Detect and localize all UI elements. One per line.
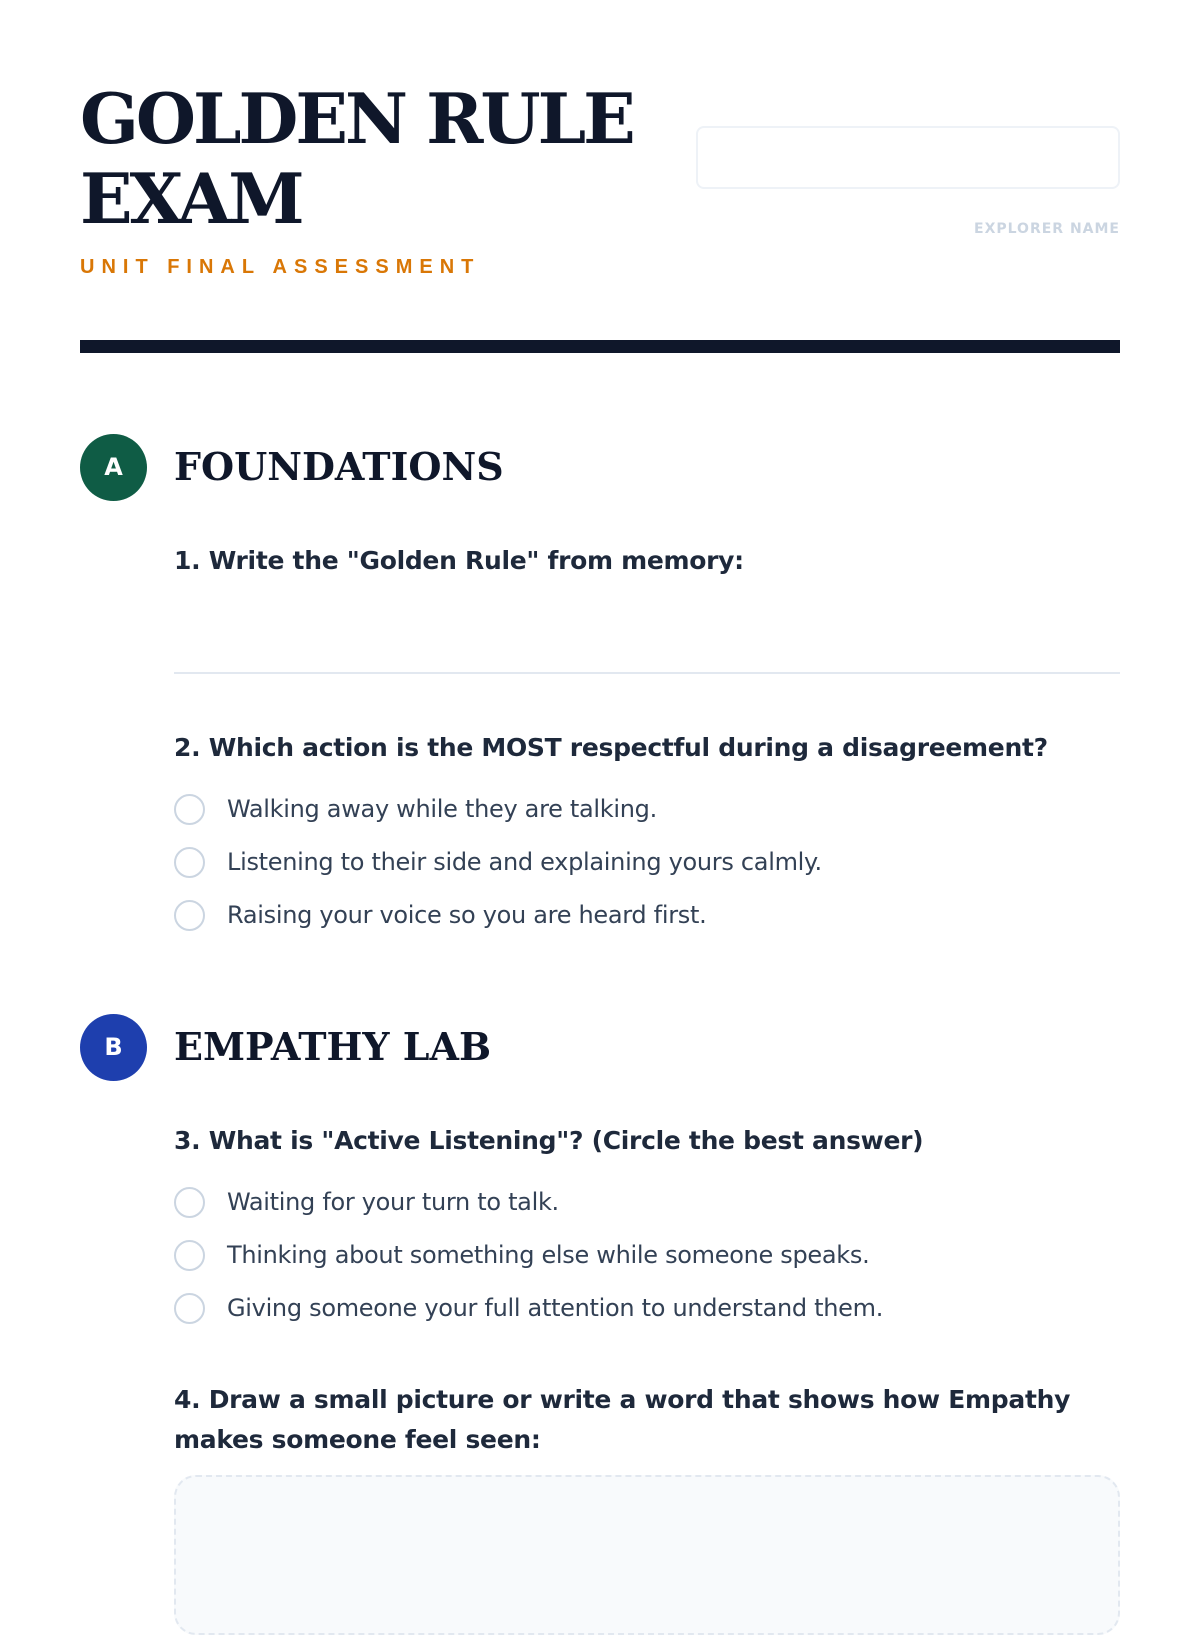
explorer-name-label: EXPLORER NAME — [974, 221, 1120, 237]
section-b-title: EMPATHY LAB — [174, 1024, 492, 1069]
question-3-option[interactable] — [174, 1187, 1120, 1240]
exam-subtitle: UNIT FINAL ASSESSMENT — [80, 256, 481, 278]
question-4-drawing-area[interactable] — [174, 1475, 1120, 1635]
question-2-options — [174, 794, 1120, 953]
question-1-answer-line[interactable] — [174, 672, 1120, 674]
question-2-option[interactable] — [174, 794, 1120, 847]
header-divider — [80, 340, 1120, 353]
exam-page — [80, 0, 1120, 1600]
radio-circle-icon[interactable] — [174, 1187, 205, 1218]
radio-circle-icon[interactable] — [174, 900, 205, 931]
question-3-options — [174, 1187, 1120, 1346]
option-label: Walking away while they are talking. — [227, 795, 657, 823]
radio-circle-icon[interactable] — [174, 794, 205, 825]
question-3-option[interactable] — [174, 1293, 1120, 1346]
explorer-name-field[interactable] — [696, 126, 1120, 189]
option-label: Thinking about something else while someone speaks. — [227, 1241, 870, 1269]
question-3-option[interactable] — [174, 1240, 1120, 1293]
question-2-option[interactable] — [174, 900, 1120, 953]
question-3-prompt: 3. What is "Active Listening"? (Circle the best answer) — [174, 1126, 924, 1155]
question-4-prompt: 4. Draw a small picture or write a word that shows how Empathy makes someone feel seen: — [174, 1385, 1071, 1454]
section-a-title: FOUNDATIONS — [174, 444, 504, 489]
question-2-option[interactable] — [174, 847, 1120, 900]
question-2-prompt: 2. Which action is the MOST respectful during a disagreement? — [174, 733, 1048, 762]
exam-title: GOLDEN RULE EXAM — [80, 79, 633, 240]
radio-circle-icon[interactable] — [174, 1293, 205, 1324]
radio-circle-icon[interactable] — [174, 1240, 205, 1271]
option-label: Raising your voice so you are heard first. — [227, 901, 707, 929]
section-a-badge: A — [80, 434, 147, 501]
question-1-prompt: 1. Write the "Golden Rule" from memory: — [174, 546, 744, 575]
option-label: Waiting for your turn to talk. — [227, 1188, 559, 1216]
option-label: Giving someone your full attention to understand them. — [227, 1294, 884, 1322]
option-label: Listening to their side and explaining yours calmly. — [227, 848, 822, 876]
radio-circle-icon[interactable] — [174, 847, 205, 878]
section-b-badge: B — [80, 1014, 147, 1081]
